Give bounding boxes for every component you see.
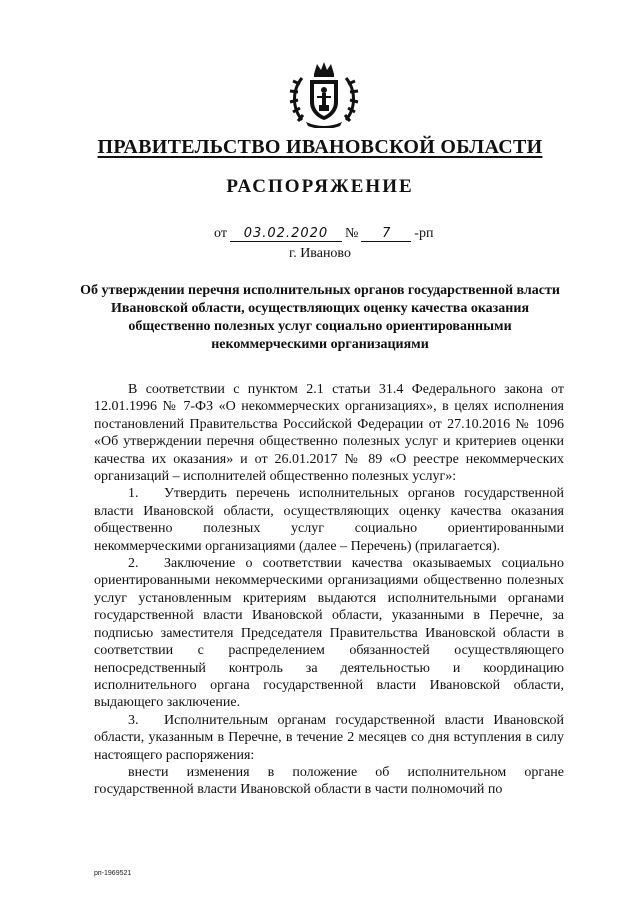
list-item: [94, 555, 564, 712]
continuation-paragraph: внести изменения в положение об исполнительном органе государственной власти Ивановской области в части полномочий по: [94, 764, 564, 798]
document-code: рп-1969521: [94, 870, 132, 877]
handwritten-number: 7: [361, 226, 411, 242]
item-number: 1.: [128, 486, 139, 502]
list-item: [94, 712, 564, 764]
item-number: 2.: [128, 556, 139, 572]
from-label: от: [214, 226, 227, 241]
list-item: [94, 485, 564, 555]
number-label: №: [344, 226, 359, 241]
number-suffix: -рп: [414, 226, 434, 241]
item-number: 3.: [128, 712, 139, 728]
city: г. Иваново: [289, 246, 351, 261]
document-body: [94, 381, 564, 799]
handwritten-date: 03.02.2020: [230, 226, 342, 242]
item-text: Заключение о соответствии качества оказываемых социально ориентированными некоммерческими организациями общественно полезных услуг установленным критериям выдаются исполнительными органами государственной власти Ивановской области, указанными в Перечне, за подписью заместителя Председателя Правительства Ивановской области в соответствии с распределением обязанностей осуществляющего непосредственный контроль за деятельностью и координацию исполнительного органа государственной власти Ивановской области, выдающего заключение.: [94, 556, 564, 711]
government-title: ПРАВИТЕЛЬСТВО ИВАНОВСКОЙ ОБЛАСТИ: [97, 136, 543, 158]
preamble-paragraph: В соответствии с пунктом 2.1 статьи 31.4 Федерального закона от 12.01.1996 № 7-ФЗ «О некоммерческих организациях», в целях исполнения постановлений Правительства Российской Федерации от 27.10.2016 № 1096 «Об утверждении перечня общественно полезных услуг и критериев оценки качества их оказания» и от 26.01.2017 № 89 «О реестре некоммерческих организаций – исполнителей общественно полезных услуг»:: [94, 382, 564, 485]
date-number-line: [214, 226, 433, 242]
item-text: Исполнительным органам государственной власти Ивановской области, указанным в Перечне, в течение 2 месяцев со дня вступления в силу настоящего распоряжения:: [94, 712, 564, 763]
document-subject: Об утверждении перечня исполнительных органов государственной власти Ивановской области, осуществляющих оценку качества оказания общественно полезных услуг социально ориентированными некоммерческими организациями: [80, 283, 560, 352]
document-type: РАСПОРЯЖЕНИЕ: [226, 176, 414, 197]
coat-of-arms-icon: [288, 60, 360, 128]
item-text: Утвердить перечень исполнительных органов государственной власти Ивановской области, осуществляющих оценку качества оказания общественно полезных услуг социально ориентированными некоммерческими организациями (далее – Перечень) (прилагается).: [94, 486, 564, 554]
